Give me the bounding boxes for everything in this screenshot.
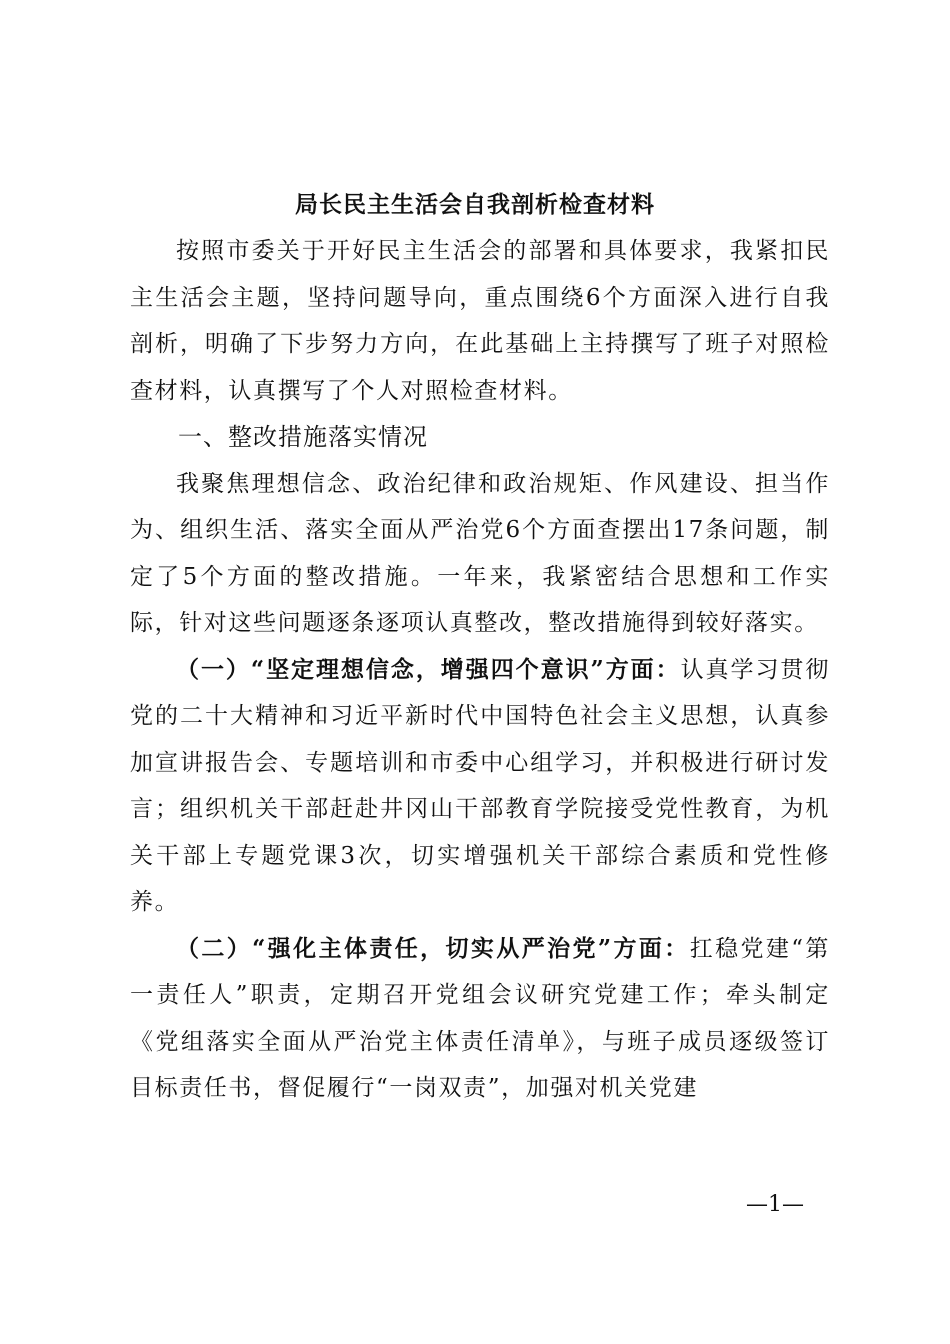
subsection-1-heading: （一）“坚定理想信念，增强四个意识”方面： — [176, 655, 681, 683]
subsection-1 — [130, 647, 830, 926]
section-paragraph: 我聚焦理想信念、政治纪律和政治规矩、作风建设、担当作为、组织生活、落实全面从严治党6个方面查摆出17条问题，制定了5个方面的整改措施。一年来，我紧密结合思想和工作实际，针对这些问题逐条逐项认真整改，整改措施得到较好落实。 — [130, 470, 830, 636]
document-body — [130, 228, 830, 1112]
subsection-1-text: 认真学习贯彻党的二十大精神和习近平新时代中国特色社会主义思想，认真参加宣讲报告会、专题培训和市委中心组学习，并积极进行研讨发言；组织机关干部赶赴井冈山干部教育学院接受党性教育，为机关干部上专题党课3次，切实增强机关干部综合素质和党性修养。 — [130, 656, 830, 915]
section-heading: 一、整改措施落实情况 — [178, 423, 428, 451]
subsection-2-heading: （二）“强化主体责任，切实从严治党”方面： — [176, 934, 690, 962]
subsection-2-text: 扛稳党建“第一责任人”职责，定期召开党组会议研究党建工作；牵头制定《党组落实全面从严治党主体责任清单》，与班子成员逐级签订目标责任书，督促履行“一岗双责”，加强对机关党建 — [130, 935, 831, 1101]
page-number: —1— — [746, 1192, 804, 1217]
document-title: 局长民主生活会自我剖析检查材料 — [295, 191, 655, 218]
subsection-2 — [130, 926, 830, 1112]
intro-paragraph: 按照市委关于开好民主生活会的部署和具体要求，我紧扣民主生活会主题，坚持问题导向，重点围绕6个方面深入进行自我剖析，明确了下步努力方向，在此基础上主持撰写了班子对照检查材料，认真撰写了个人对照检查材料。 — [130, 238, 830, 404]
